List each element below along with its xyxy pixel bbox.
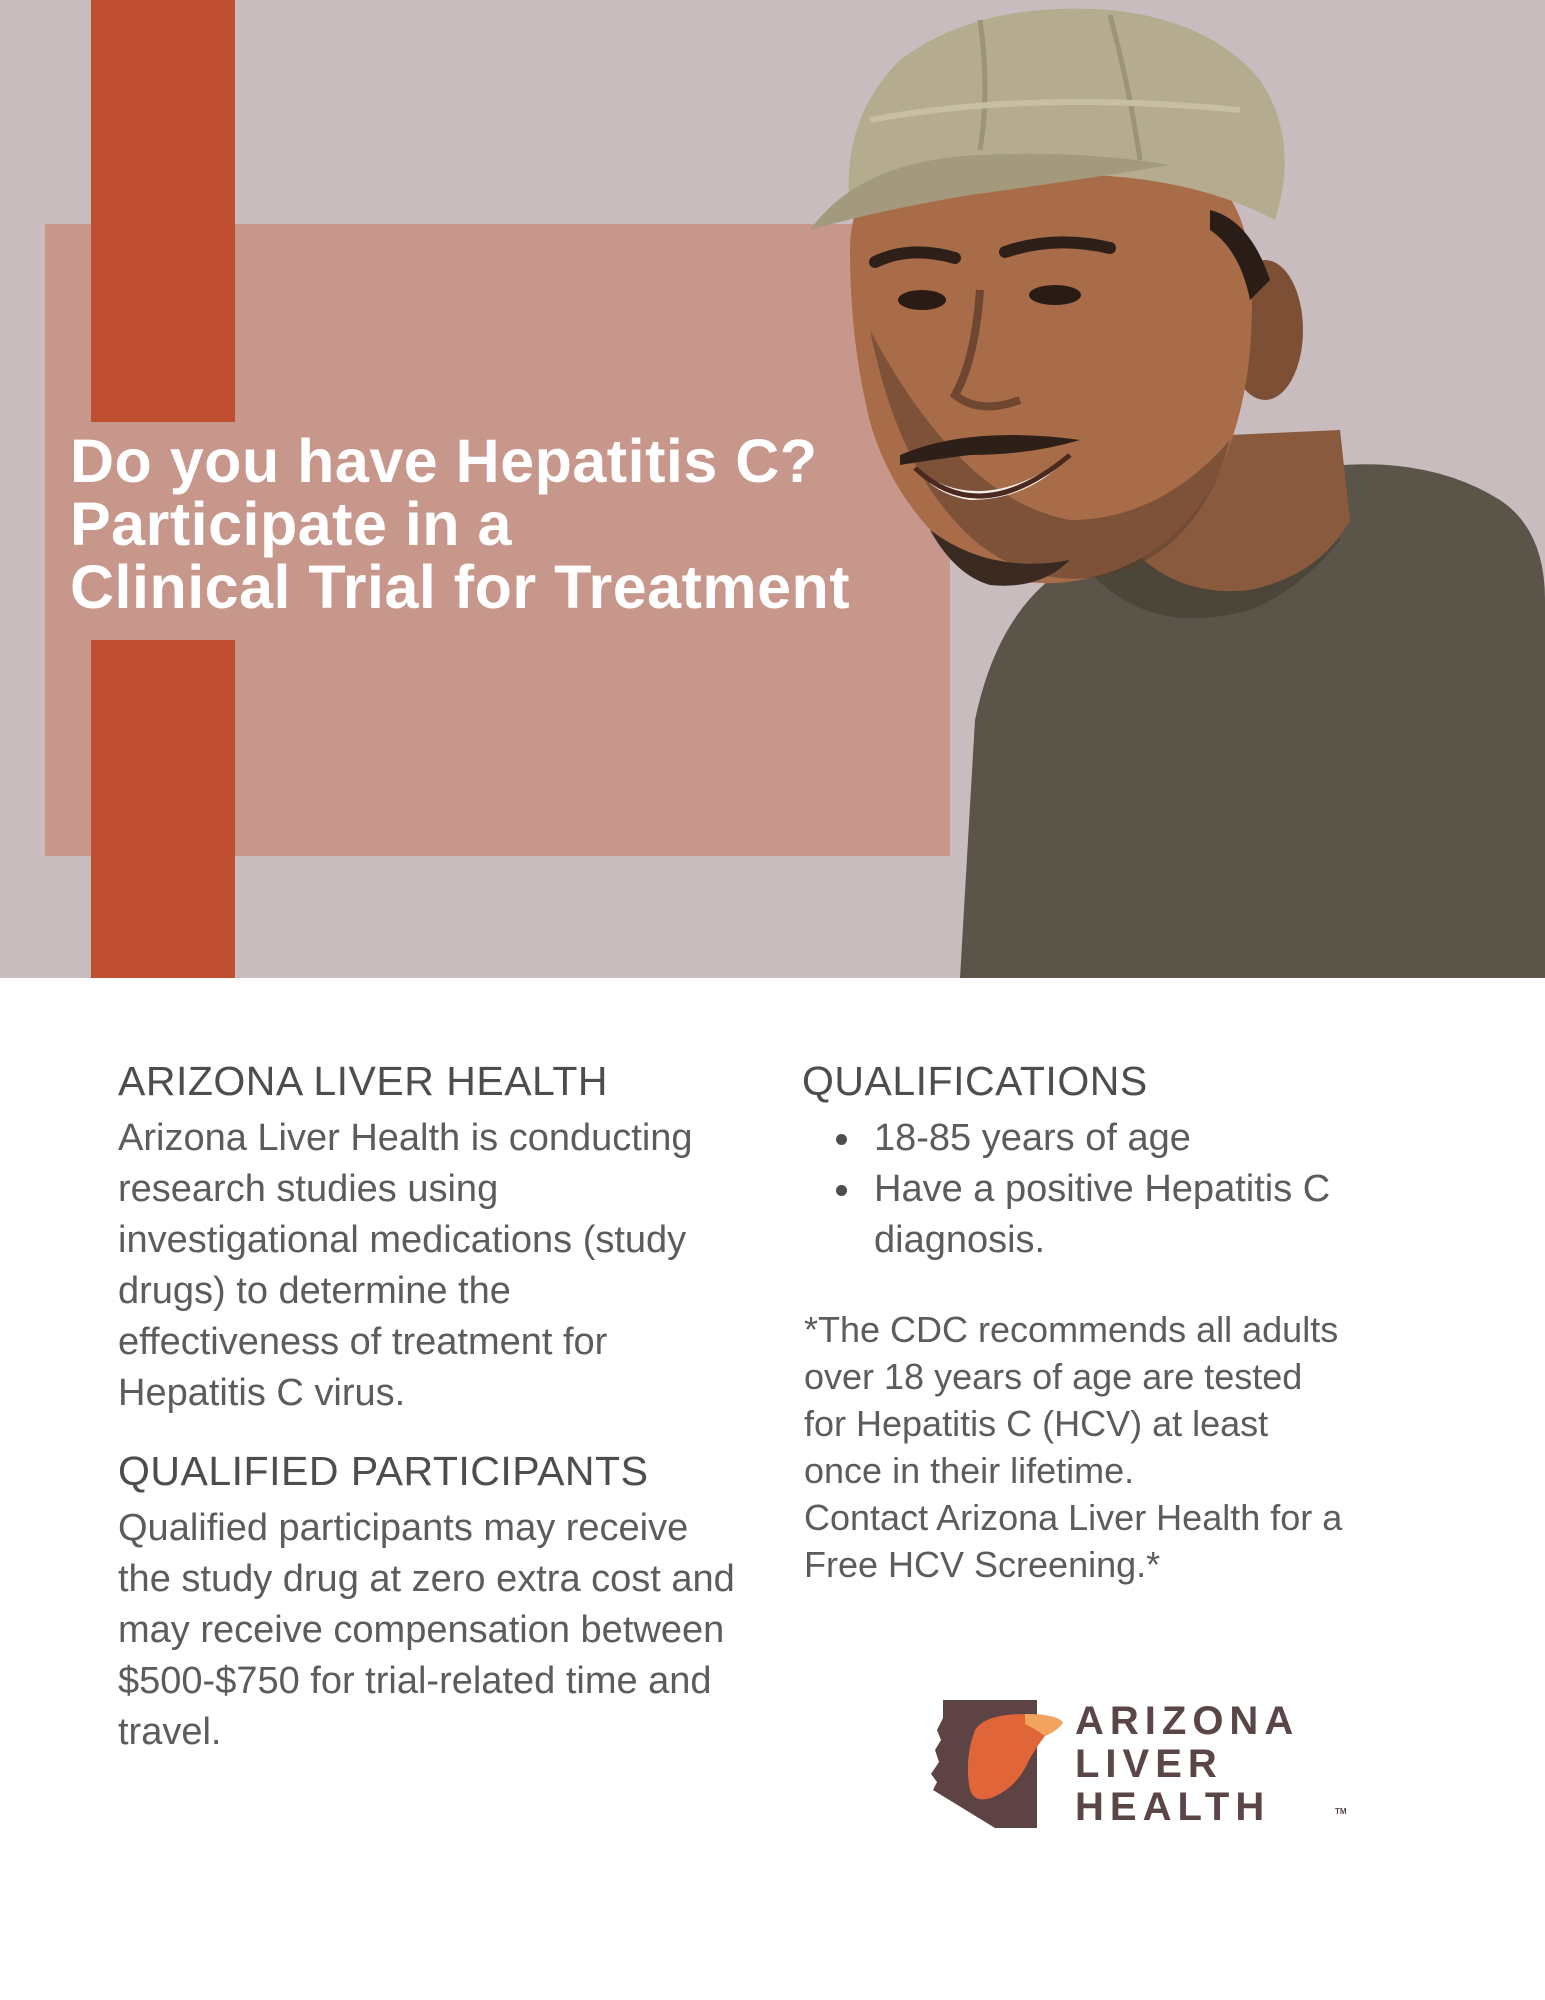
trademark-mark: TM <box>1335 1807 1347 1816</box>
list-item: Have a positive Hepatitis C diagnosis. <box>802 1164 1452 1266</box>
participants-heading: QUALIFIED PARTICIPANTS <box>118 1448 649 1494</box>
cdc-note <box>804 1306 1452 1588</box>
note-line: Contact Arizona Liver Health for a <box>804 1497 1343 1538</box>
note-line: over 18 years of age are tested <box>804 1356 1303 1397</box>
left-column <box>118 1055 738 1758</box>
logo-word-liver: LIVER <box>1075 1742 1223 1786</box>
accent-bar-bottom <box>91 640 235 978</box>
arizona-liver-icon <box>925 1700 1065 1828</box>
right-column <box>802 1055 1452 1588</box>
about-text: Arizona Liver Health is conducting research studies using investigational medications (study drugs) to determine the effectiveness of treatment for Hepatitis C virus. <box>118 1117 693 1414</box>
note-line: *The CDC recommends all adults <box>804 1309 1339 1350</box>
headline-line-1: Do you have Hepatitis C? <box>70 427 818 495</box>
note-line: for Hepatitis C (HCV) at least <box>804 1403 1269 1444</box>
participants-text: Qualified participants may receive the study drug at zero extra cost and may receive compensation between $500-$750 for trial-related time and travel. <box>118 1507 735 1753</box>
hero-banner <box>0 0 1545 978</box>
page-title <box>70 427 950 621</box>
qualifications-heading: QUALIFICATIONS <box>802 1058 1148 1104</box>
logo-word-health: HEALTH <box>1075 1785 1271 1829</box>
logo-wordmark <box>1075 1699 1347 1829</box>
accent-bar-top <box>91 0 235 422</box>
about-heading: ARIZONA LIVER HEALTH <box>118 1058 608 1104</box>
logo-word-arizona: ARIZONA <box>1075 1699 1300 1743</box>
headline-line-2: Participate in a <box>70 490 512 558</box>
note-line: Free HCV Screening.* <box>804 1544 1161 1585</box>
qualifications-list <box>802 1113 1452 1266</box>
note-line: once in their lifetime. <box>804 1450 1135 1491</box>
arizona-liver-health-logo <box>925 1699 1347 1830</box>
list-item: 18-85 years of age <box>802 1113 1452 1164</box>
headline-line-3: Clinical Trial for Treatment <box>70 553 851 621</box>
